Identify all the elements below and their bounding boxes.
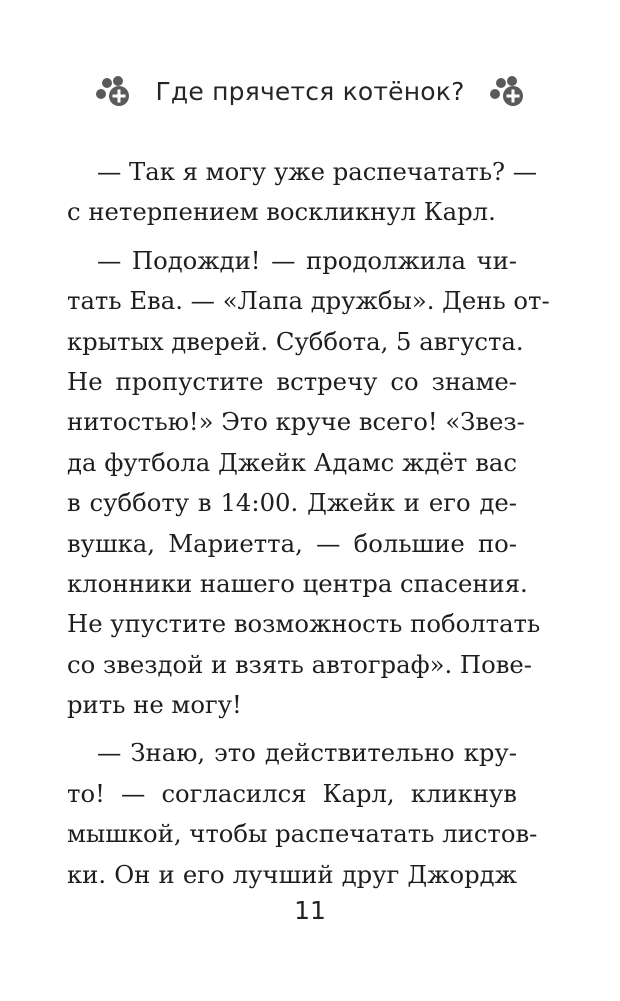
text-line: мышкой, чтобы распечатать листов-	[67, 819, 538, 849]
paw-icon	[93, 74, 133, 108]
text-line: Не упустите возможность поболтать	[67, 609, 541, 639]
text-line: ки. Он и его лучший друг Джордж	[67, 859, 517, 889]
text-line: клонники нашего центра спасения.	[67, 568, 528, 598]
running-header-title: Где прячется котёнок?	[155, 76, 465, 106]
text-line: в субботу в 14:00. Джейк и его де-	[67, 488, 517, 518]
text-line: да футбола Джейк Адамс ждёт вас	[67, 447, 517, 477]
text-line: с нетерпением воскликнул Карл.	[67, 197, 496, 227]
text-line: — Так я могу уже распечатать? —	[97, 157, 538, 186]
running-header	[0, 74, 620, 122]
page-number: 11	[294, 896, 326, 925]
text-line: — Знаю, это действительно кру-	[97, 738, 517, 768]
text-line: крытых дверей. Суббота, 5 августа.	[67, 326, 524, 356]
page-body-text	[67, 152, 550, 895]
text-line: со звездой и взять автограф». Пове-	[67, 649, 533, 679]
running-header-row	[93, 74, 526, 108]
text-line: нитостью!» Это круче всего! «Звез-	[67, 407, 525, 437]
text-line: тать Ева. — «Лапа дружбы». День от-	[67, 286, 550, 316]
text-line: вушка, Мариетта, — большие по-	[67, 528, 517, 558]
text-line: Не пропустите встречу со знаме-	[67, 366, 517, 396]
text-line: — Подожди! — продолжила чи-	[97, 245, 517, 275]
text-line: то! — согласился Карл, кликнув	[67, 778, 517, 808]
paw-icon	[487, 74, 527, 108]
text-line: рить не могу!	[67, 690, 242, 720]
